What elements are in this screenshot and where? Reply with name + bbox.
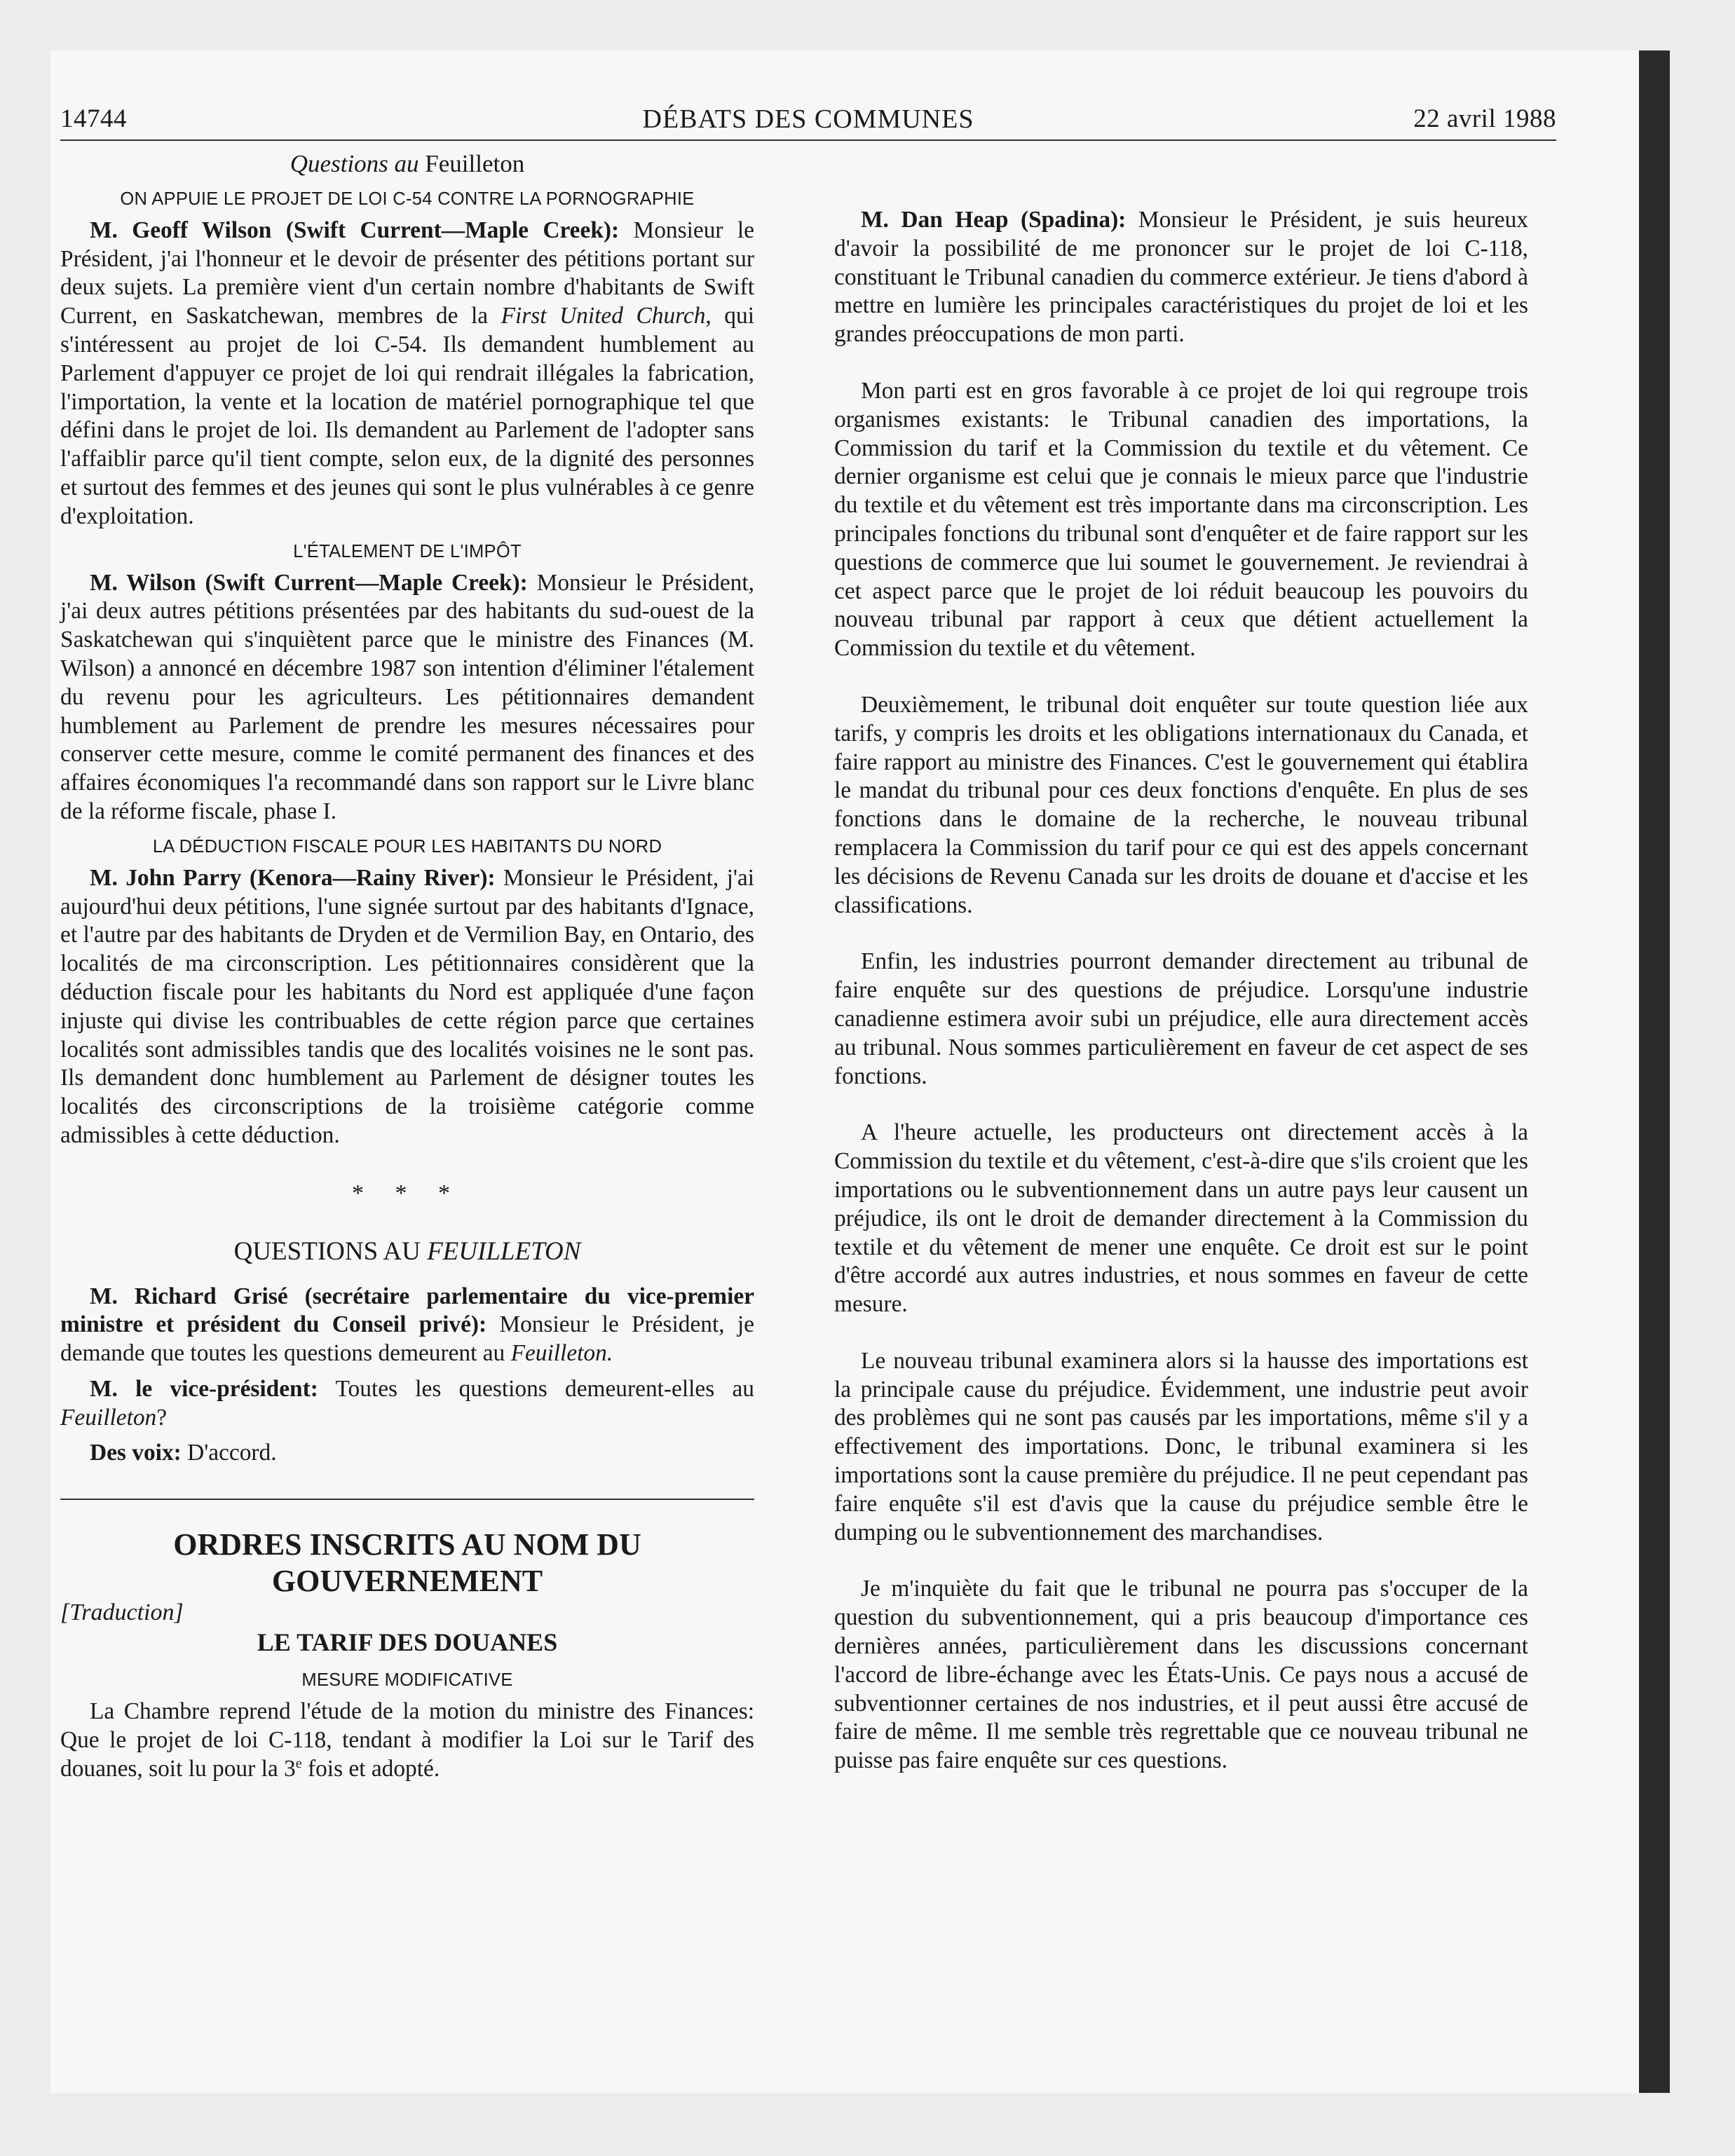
running-head: Questions au Feuilleton (290, 150, 525, 177)
section-heading-c54: ON APPUIE LE PROJET DE LOI C-54 CONTRE LA PORNOGRAPHIE (120, 189, 695, 209)
paragraph-wilson-2: M. Wilson (Swift Current—Maple Creek): Monsieur le Président, j'ai deux autres pétitions présentées par des habitants du sud-ouest de la Saskatchewan qui s'inquiètent parce que le ministre des Finances (M. Wilson) a annoncé en décembre 1987 son intention d'éliminer l'étalement du revenu pour les agriculteurs. Les pétitionnaires demandent humblement au Parlement de prendre les mesures nécessaires pour conserver cette mesure, comme le comité permanent des finances et des affaires économiques l'a recommandé dans son rapport sur le Livre blanc de la réforme fiscale, phase I. (60, 569, 754, 824)
scan-edge (1639, 50, 1670, 2093)
paragraph-heap-7: Je m'inquiète du fait que le tribunal ne pourra pas s'occuper de la question du subventionnement, qui a pris beaucoup d'importance ces dernières années, particulièrement dans les discussions concernant l'accord de libre-échange avec les États-Unis. Ce pays nous a accusé de subventionner certaines de nos industries, et il peut aussi être accusé de faire de même. Il me semble très regrettable que ce nouveau tribunal ne puisse pas faire enquête sur ces questions. (834, 1576, 1528, 1774)
publication-title: DÉBATS DES COMMUNES (642, 104, 974, 134)
paragraph-heap-5: A l'heure actuelle, les producteurs ont directement accès à la Commission du textile et du vêtement, c'est-à-dire que s'ils croient que les importations ou le subventionnement dans un autre pays leur causent un préjudice, ils ont le droit de demander directement à la Commission du textile et du vêtement de mener une enquête. Ce droit est sur le point d'être accordé aux autres industries, et nous sommes en faveur de cette mesure. (834, 1119, 1528, 1318)
speaker-name: M. Geoff Wilson (Swift Current—Maple Creek): (90, 217, 620, 243)
paragraph-heap-4: Enfin, les industries pourront demander directement au tribunal de faire enquête sur des questions de préjudice. Lorsqu'une industrie canadienne estimera avoir subi un préjudice, elle aura directement accès au tribunal. Nous sommes particulièrement en faveur de cet aspect de ses fonctions. (834, 948, 1528, 1089)
header-rule (60, 139, 1556, 141)
speaker-name: M. Richard Grisé (secrétaire parlementaire du vice-premier ministre et président du Conseil privé): (60, 1283, 754, 1338)
paragraph-heap-2: Mon parti est en gros favorable à ce projet de loi qui regroupe trois organismes existants: le Tribunal canadien des importations, la Commission du tarif et la Commission du textile et du vêtement. Ce dernier organisme est celui que je connais le mieux parce que l'industrie du textile et du vêtement est très importante dans ma circonscription. Les principales fonctions du tribunal sont d'enquêter et de faire rapport sur les questions de commerce que lui soumet le gouvernement. Je reviendrai à cet aspect parce que le projet de loi réduit beaucoup les pouvoirs du nouveau tribunal par rapport à ceux que détient actuellement la Commission du textile et du vêtement. (834, 377, 1528, 662)
section-heading-etalement: L'ÉTALEMENT DE L'IMPÔT (293, 541, 522, 561)
page-number: 14744 (60, 104, 127, 133)
page-header (60, 104, 1556, 140)
speaker-name: Des voix: (90, 1440, 182, 1466)
section-title-questions: QUESTIONS AU FEUILLETON (233, 1236, 581, 1266)
translation-note: [Traduction] (60, 1599, 184, 1626)
speaker-name: M. Dan Heap (Spadina): (861, 207, 1127, 233)
paragraph-motion: La Chambre reprend l'étude de la motion du ministre des Finances: Que le projet de loi C-118, tendant à modifier la Loi sur le Tarif des douanes, soit lu pour la 3e fois et adopté. (60, 1698, 754, 1782)
section-title-ordres: ORDRES INSCRITS AU NOM DU GOUVERNEMENT (173, 1527, 641, 1599)
speaker-name: M. le vice-président: (90, 1375, 318, 1402)
section-heading-deduction: LA DÉDUCTION FISCALE POUR LES HABITANTS DU NORD (152, 836, 662, 857)
paragraph-wilson-1: M. Geoff Wilson (Swift Current—Maple Creek): Monsieur le Président, j'ai l'honneur et le devoir de présenter des pétitions portant sur deux sujets. La première vient d'un certain nombre d'habitants de Swift Current, en Saskatchewan, membres de la First United Church, qui s'intéressent au projet de loi C-54. Ils demandent humblement au Parlement d'appuyer ce projet de loi qui rendrait illégales la fabrication, l'importation, la vente et la location de matériel pornographique tel que défini dans le projet de loi. Ils demandent au Parlement de l'adopter sans l'affaiblir parce qu'il tient compte, selon eux, de la dignité des personnes et surtout des femmes et des jeunes qui sont le plus vulnérables à ce genre d'exploitation. (60, 217, 755, 529)
subject-subtitle: MESURE MODIFICATIVE (301, 1670, 513, 1691)
paragraph-des-voix: Des voix: D'accord. (90, 1440, 277, 1466)
paragraph-grise: M. Richard Grisé (secrétaire parlementaire du vice-premier ministre et président du Conseil privé): Monsieur le Président, je demande que toutes les questions demeurent au Feuilleton. (60, 1283, 754, 1367)
speaker-name: M. Wilson (Swift Current—Maple Creek): (90, 569, 528, 596)
section-rule (60, 1499, 754, 1500)
speaker-name: M. John Parry (Kenora—Rainy River): (90, 864, 496, 891)
page-date: 22 avril 1988 (1413, 104, 1556, 133)
right-column (834, 206, 1528, 1803)
paragraph-heap-3: Deuxièmement, le tribunal doit enquêter sur toute question liée aux tarifs, y compris les droits et les obligations internationaux du Canada, et faire rapport au ministre des Finances. C'est le gouvernement qui établira le mandat du tribunal pour ces deux fonctions d'enquête. En plus de ses fonctions dans le domaine de la recherche, le nouveau tribunal remplacera la Commission du tarif pour ce qui est des appels concernant les décisions de Revenu Canada sur les droits de douane et d'accise et les classifications. (834, 691, 1528, 918)
subject-title-tarif: LE TARIF DES DOUANES (257, 1628, 558, 1657)
paragraph-vice-president: M. le vice-président: Toutes les questions demeurent-elles au Feuilleton? (60, 1375, 754, 1431)
left-column (60, 150, 754, 1784)
paragraph-heap-6: Le nouveau tribunal examinera alors si la hausse des importations est la principale cause du préjudice. Évidemment, une industrie peut avoir des problèmes qui ne sont pas causés par les importations, même s'il y a effectivement des importations. Donc, le tribunal examinera si les importations sont la cause première du préjudice. Il ne peut cependant pas faire enquête s'il est d'avis que la cause du préjudice semble être le dumping ou le subventionnement des marchandises. (834, 1347, 1528, 1546)
section-separator: * * * (352, 1180, 463, 1206)
paragraph-parry: M. John Parry (Kenora—Rainy River): Monsieur le Président, j'ai aujourd'hui deux pétitions, l'une signée surtout par des habitants d'Ignace, et l'autre par des habitants de Dryden et de Vermilion Bay, en Ontario, des localités de ma circonscription. Les pétitionnaires considèrent que la déduction fiscale pour les habitants du Nord est appliquée d'une façon injuste qui divise les contribuables de cette région parce que certaines localités sont admissibles tandis que des localités voisines ne le sont pas. Ils demandent donc humblement au Parlement de désigner toutes les localités des circonscriptions de la troisième catégorie comme admissibles à cette déduction. (60, 864, 754, 1148)
paragraph-heap-1: M. Dan Heap (Spadina): Monsieur le Président, je suis heureux d'avoir la possibilité de me prononcer sur le projet de loi C-118, constituant le Tribunal canadien du commerce extérieur. Je tiens d'abord à mettre en lumière les principales caractéristiques du projet de loi et les grandes préoccupations de mon parti. (834, 207, 1529, 348)
